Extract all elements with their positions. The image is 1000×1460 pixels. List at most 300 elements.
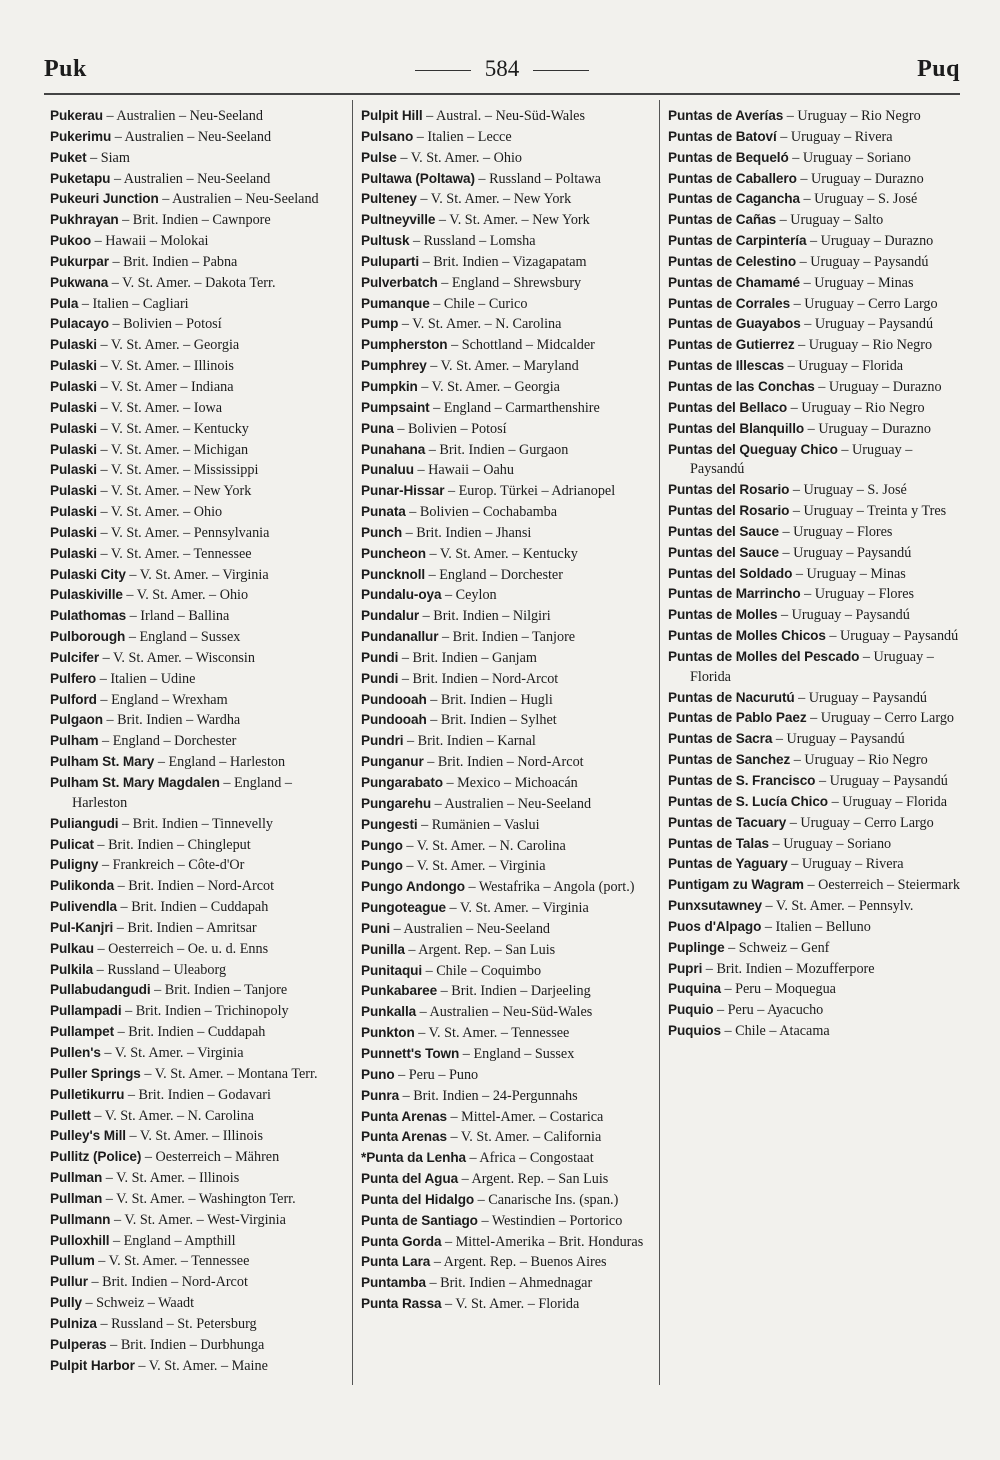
place-location: – Brit. Indien – Chingleput [93,836,251,853]
place-name: Pulham St. Mary Magdalen [50,775,220,790]
gazetteer-entry [361,836,655,857]
gazetteer-entry [50,1043,346,1064]
place-name: Puni [361,920,391,936]
gazetteer-entry [50,314,346,335]
gazetteer-entry [668,1000,964,1021]
place-name: Pumphrey [361,358,427,374]
gazetteer-entry [361,1294,655,1315]
place-location: – Uruguay – Minas [800,274,914,291]
place-location: – Oesterreich – Mähren [141,1149,280,1166]
gazetteer-entry [361,398,655,419]
place-location: – Uruguay – Paysandú [772,731,905,748]
gazetteer-entry [668,169,964,190]
place-location: – Brit. Indien – Tanjore [438,629,576,646]
place-name: Puno [361,1066,395,1082]
place-location: – Chile – Curico [429,295,528,312]
place-location: – Brit. Indien – Gurgaon [425,441,569,458]
place-name: Puquio [668,1002,714,1018]
place-location: – Mittel-Amerika – Brit. Honduras [441,1233,644,1250]
place-name: Puntas de Corrales [668,295,791,311]
place-location: – Mexico – Michoacán [442,775,578,791]
place-name: Pullampet [50,1024,115,1040]
place-location: – England – Harleston [154,754,286,771]
gazetteer-entry [50,1335,346,1356]
gazetteer-entry [50,1293,346,1314]
place-location: – Uruguay – Paysandú [825,628,959,645]
gazetteer-entry [50,648,346,669]
place-location: – V. St. Amer. – Illinois [102,1170,240,1187]
place-location: – Ceylon [441,587,497,604]
place-location: – V. St. Amer. – Virginia [100,1044,244,1061]
place-name: Punta Rassa [361,1296,442,1312]
place-name: Pulaski [50,399,97,415]
place-name: Punta de Santiago [361,1212,478,1228]
gazetteer-entry [50,1106,346,1127]
place-location: – Uruguay – Florida [828,793,948,810]
gazetteer-entry [50,855,346,876]
gazetteer-entry [361,1065,655,1086]
gazetteer-entry [361,1252,655,1273]
place-name: Puntas del Sauce [668,544,779,560]
gazetteer-entry [50,731,346,752]
place-location: – Uruguay – Durazno [814,378,942,395]
place-location: – Chile – Coquimbo [422,962,542,979]
gazetteer-entry [361,1169,655,1190]
place-name: Puntas de Bequeló [668,149,789,165]
place-name: Pultneyville [361,212,436,228]
place-location: – Peru – Puno [394,1066,479,1083]
gazetteer-entry [361,231,655,252]
place-location: – Argent. Rep. – San Luis [404,941,556,958]
place-name: Pulikonda [50,878,115,894]
place-location: – V. St. Amer. – Pennsylvania [96,524,270,541]
place-location: – Brit. Indien – Darjeeling [437,983,591,1000]
place-name: Pundi [361,649,399,665]
gazetteer-entry [361,1273,655,1294]
header-rule [44,93,960,95]
place-location: – Uruguay – Paysandú [794,689,928,706]
place-name: Pulverbatch [361,274,438,290]
place-name: Pulaski City [50,566,126,582]
place-location: – Brit. Indien – Sylhet [426,712,557,729]
place-location: – V. St. Amer. – Michigan [96,441,249,458]
gazetteer-entry [361,919,655,940]
place-name: Puntas de Sanchez [668,752,791,768]
gazetteer-entry [668,106,964,127]
place-location: – Uruguay – Durazno [804,420,931,437]
place-name: Pulloxhill [50,1232,110,1248]
place-name: Pungarehu [361,795,432,811]
gazetteer-entry [50,1210,346,1231]
place-location: – Brit. Indien – Jhansi [402,524,532,541]
gazetteer-entry [50,1022,346,1043]
place-name: Puna [361,420,394,436]
place-name: Punitaqui [361,962,423,978]
gazetteer-entry [668,959,964,980]
place-name: Puntas de Talas [668,835,769,851]
gazetteer-entry [668,729,964,750]
place-location: – Brit. Indien – Wardha [102,712,241,729]
place-location: – Schottland – Midcalder [447,337,595,354]
place-location: – Brit. Indien – Hugli [426,691,553,708]
gazetteer-entry [50,106,346,127]
place-name: Puncknoll [361,566,426,582]
place-name: Puntas de Molles [668,607,778,623]
place-location: – Uruguay – Paysandú [800,316,934,333]
gazetteer-entry [50,897,346,918]
place-name: Pulcifer [50,649,100,665]
place-location: – Brit. Indien – Vizagapatam [419,253,587,270]
gazetteer-entry [668,419,964,440]
place-name: Pulicat [50,836,94,852]
place-name: Punta del Agua [361,1171,459,1187]
gazetteer-entry [361,648,655,669]
place-location: – V. St. Amer. – Ohio [396,149,522,166]
gazetteer-entry [668,273,964,294]
place-name: Puntas del Rosario [668,482,790,498]
place-name: Puntas del Rosario [668,503,790,519]
place-name: Pukoo [50,233,92,249]
gazetteer-entry [668,750,964,771]
place-location: – Uruguay – Paysandú [796,253,929,270]
gazetteer-entry [361,752,655,773]
place-name: Puntas de Carpintería [668,233,807,249]
place-location: – V. St. Amer. – Maryland [426,358,579,375]
place-name: Pulaski [50,545,97,561]
place-location: – Uruguay – Rio Negro [783,108,921,124]
place-name: Pungarabato [361,775,443,790]
place-location: – Westindien – Portorico [477,1212,623,1229]
gazetteer-entry [361,1148,655,1169]
gazetteer-entry [361,481,655,502]
place-name: Pulford [50,691,97,707]
place-location: – England – Ampthill [109,1232,236,1249]
place-name: *Punta da Lenha [361,1150,466,1166]
place-location: – V. St. Amer. – Washington Terr. [102,1190,296,1207]
place-name: Puliangudi [50,815,119,831]
gazetteer-entry [361,690,655,711]
place-name: Pungo [361,837,403,853]
place-location: – V. St. Amer. – New York [416,191,572,208]
place-location: – Africa – Congostaat [466,1150,594,1167]
gazetteer-entry [361,794,655,815]
dash-left [415,70,471,71]
place-location: – V. St. Amer. – N. Carolina [402,837,566,854]
place-location: – England – Sussex [459,1045,575,1062]
place-name: Puntas de Averías [668,108,784,123]
place-location: – V. St. Amer. – N. Carolina [398,316,562,333]
gazetteer-entry [668,938,964,959]
place-name: Pukhrayan [50,212,119,228]
place-name: Pulletikurru [50,1086,125,1102]
place-name: Pulborough [50,629,126,645]
place-name: Pula [50,295,79,311]
place-name: Pundanallur [361,629,439,645]
place-name: Pulacayo [50,316,109,332]
gazetteer-entry [361,1044,655,1065]
place-location: – Brit. Indien – Amritsar [113,919,257,936]
place-name: Puntas de Guayabos [668,316,801,332]
place-name: Puligny [50,857,99,873]
place-name: Puntigam zu Wagram [668,877,804,893]
place-location: – Uruguay – S. José [789,482,907,499]
place-location: – Uruguay – Rivera [776,128,893,145]
place-name: Puntas de las Conchas [668,378,815,394]
place-location: – Uruguay – Cerro Largo [806,710,955,727]
gazetteer-entry [361,356,655,377]
place-name: Puntas de Tacuary [668,814,787,830]
place-name: Punilla [361,941,405,957]
place-location: – Oesterreich – Steiermark [803,877,960,894]
page-number: 584 [484,56,520,81]
gazetteer-entry [50,814,346,835]
place-location: – Westafrika – Angola (port.) [464,879,635,896]
gazetteer-entry [50,710,346,731]
gazetteer-entry [668,440,964,481]
gazetteer-entry [50,565,346,586]
place-location: – Schweiz – Genf [724,939,830,956]
gazetteer-entry [50,377,346,398]
place-name: Pullitz (Police) [50,1149,142,1165]
gazetteer-entry [50,1064,346,1085]
place-name: Pungo Andongo [361,879,465,895]
place-name: Pulniza [50,1315,97,1331]
place-location: – Argent. Rep. – Buenos Aires [430,1254,607,1271]
gazetteer-entry [50,835,346,856]
place-name: Puncheon [361,545,426,561]
gazetteer-entry [361,981,655,1002]
place-location: – Brit. Indien – Nord-Arcot [87,1274,248,1291]
gazetteer-entry [50,1231,346,1252]
place-name: Pukerimu [50,128,112,144]
place-name: Pulpit Hill [361,108,423,123]
place-location: – Australien – Neu-Seeland [158,191,319,208]
place-location: – Australien – Neu-Seeland [110,170,271,187]
place-location: – V. St. Amer. – Dakota Terr. [108,274,276,291]
place-name: Punra [361,1087,400,1103]
gazetteer-entry [668,127,964,148]
place-location: – Siam [86,149,130,166]
place-location: – Brit. Indien – Ganjam [398,649,537,666]
place-location: – Argent. Rep. – San Luis [458,1171,609,1188]
place-location: – Uruguay – Treinta y Tres [789,503,947,520]
place-location: – Hawaii – Oahu [413,462,514,479]
place-name: Punta Arenas [361,1108,447,1124]
gazetteer-entry [361,669,655,690]
running-head-right: Puq [917,56,960,82]
place-location: – Italien – Belluno [761,918,871,935]
gazetteer-entry [668,875,964,896]
place-name: Pulaski [50,420,97,436]
place-name: Pulaski [50,504,97,520]
gazetteer-entry [50,669,346,690]
gazetteer-entry [50,460,346,481]
place-name: Pulaski [50,462,97,478]
place-location: – Uruguay – S. José [799,191,918,208]
place-location: – Uruguay – Cerro Largo [786,814,934,831]
place-location: – England – Carmarthenshire [429,399,600,416]
place-name: Pundooah [361,691,427,707]
gazetteer-entry [50,148,346,169]
place-location: – V. St. Amer. – Kentucky [425,545,578,562]
place-location: – Uruguay – Paysandú [777,607,910,624]
place-name: Punar-Hissar [361,483,445,499]
place-name: Punnett's Town [361,1045,460,1061]
gazetteer-entry [50,544,346,565]
place-name: Punch [361,524,403,540]
gazetteer-entry [50,1126,346,1147]
gazetteer-entry [361,544,655,565]
place-name: Pulaski [50,358,97,374]
place-name: Pukurpar [50,253,109,269]
place-name: Punxsutawney [668,898,762,914]
gazetteer-entry [361,585,655,606]
gazetteer-entry [361,210,655,231]
gazetteer-entry [361,773,655,794]
place-location: – Uruguay – Salto [776,212,884,229]
place-location: – V. St. Amer – Indiana [96,378,234,395]
place-location: – England – Wrexham [96,691,228,708]
gazetteer-entry [361,606,655,627]
place-location: – Brit. Indien – Cuddapah [117,899,269,916]
place-location: – England – Sussex [125,629,241,646]
gazetteer-entry [668,398,964,419]
place-name: Puntas de Nacurutú [668,689,795,705]
place-location: – Chile – Atacama [720,1023,830,1040]
gazetteer-entry [361,314,655,335]
place-name: Puntas de Molles Chicos [668,628,826,644]
gazetteer-entry [668,377,964,398]
place-name: Pump [361,316,399,332]
place-name: Pundri [361,733,404,749]
place-location: – Uruguay – Minas [792,565,906,582]
gazetteer-entry [361,1211,655,1232]
place-name: Pulfero [50,670,97,686]
place-location: – Italien – Cagliari [78,295,189,312]
place-location: – Bolivien – Cochabamba [405,504,558,521]
place-name: Pulaski [50,483,97,499]
gazetteer-entry [361,523,655,544]
place-location: – V. St. Amer. – Virginia [125,566,269,583]
place-name: Pullum [50,1253,95,1269]
place-name: Punta Lara [361,1254,431,1270]
place-location: – V. St. Amer. – Mississippi [96,462,259,479]
place-name: Pulse [361,149,397,165]
gazetteer-entry [668,792,964,813]
place-location: – Uruguay – Cerro Largo [790,295,938,312]
gazetteer-entry [361,294,655,315]
gazetteer-entry [50,481,346,502]
place-location: – Uruguay – Florida [690,648,934,685]
place-location: – Brit. Indien – Tinnevelly [118,815,273,832]
place-name: Pungoteague [361,900,446,916]
gazetteer-entry [668,148,964,169]
place-location: – Uruguay – Soriano [769,835,892,852]
gazetteer-entry [50,189,346,210]
place-name: Pullmann [50,1211,111,1227]
gazetteer-entry [668,626,964,647]
place-name: Puller Springs [50,1065,141,1081]
place-location: – Australien – Neu-Süd-Wales [416,1004,593,1021]
place-location: – Australien – Neu-Seeland [102,108,263,124]
place-location: – Mittel-Amer. – Costarica [446,1108,604,1125]
place-location: – Schweiz – Waadt [81,1295,195,1312]
place-name: Pulley's Mill [50,1128,126,1144]
gazetteer-entry [50,939,346,960]
place-location: – V. St. Amer. – Illinois [96,358,234,375]
place-name: Puntas de Molles del Pescado [668,648,860,664]
place-location: – V. St. Amer. – Montana Terr. [140,1065,318,1082]
gazetteer-entry [50,231,346,252]
gazetteer-entry [668,335,964,356]
place-name: Punkabaree [361,983,438,999]
gazetteer-entry [50,335,346,356]
gazetteer-entry [361,961,655,982]
place-name: Pukerau [50,108,103,123]
place-location: – Brit. Indien – Nilgiri [419,608,551,625]
gazetteer-entry [50,773,346,814]
place-location: – Russland – Uleaborg [93,961,227,978]
place-location: – Uruguay – Rio Negro [794,337,933,354]
place-name: Pultusk [361,233,410,249]
place-name: Punkton [361,1025,415,1041]
gazetteer-entry [668,834,964,855]
gazetteer-entry [361,1107,655,1128]
gazetteer-entry [668,771,964,792]
gazetteer-entry [361,419,655,440]
place-name: Pullman [50,1190,103,1206]
place-name: Pungo [361,858,403,874]
place-name: Puntas de S. Francisco [668,773,816,788]
place-name: Puntas del Bellaco [668,399,788,415]
place-location: – Uruguay – Soriano [788,149,911,166]
gazetteer-entry [361,189,655,210]
gazetteer-entry [668,979,964,1000]
place-name: Pulaski [50,524,97,540]
place-name: Pukwana [50,274,109,290]
place-location: – Brit. Indien – 24-Pergunnahs [399,1087,578,1104]
gazetteer-entry [668,231,964,252]
gazetteer-entry [50,1356,346,1377]
place-location: – England – Harleston [72,775,292,811]
gazetteer-entry [50,1189,346,1210]
gazetteer-entry [361,1023,655,1044]
place-location: – V. St. Amer. – Ohio [96,504,223,521]
place-location: – Brit. Indien – Cuddapah [114,1024,266,1041]
place-name: Puntamba [361,1275,426,1291]
place-name: Pulkau [50,940,94,956]
place-location: – Brit. Indien – Tanjore [150,982,288,999]
gazetteer-entry [50,502,346,523]
place-name: Pulham St. Mary [50,754,155,770]
gazetteer-entry [668,480,964,501]
gazetteer-entry [50,1085,346,1106]
place-location: – V. St. Amer. – Ohio [122,587,249,604]
place-location: – Brit. Indien – Nord-Arcot [114,878,275,895]
place-location: – Uruguay – Durazno [796,170,924,187]
place-name: Puplinge [668,939,725,955]
place-location: – V. St. Amer. – Illinois [125,1128,264,1145]
place-name: Pullabudangudi [50,982,151,998]
place-location: – Brit. Indien – Godavari [124,1086,271,1103]
place-location: – V. St. Amer. – Georgia [96,337,240,354]
gazetteer-entry [50,627,346,648]
page-header [44,56,960,90]
place-name: Puntas del Soldado [668,565,793,581]
place-location: – V. St. Amer. – New York [435,212,590,229]
place-location: – Brit. Indien – Cawnpore [118,212,271,229]
place-location: – V. St. Amer. – Florida [441,1296,580,1313]
